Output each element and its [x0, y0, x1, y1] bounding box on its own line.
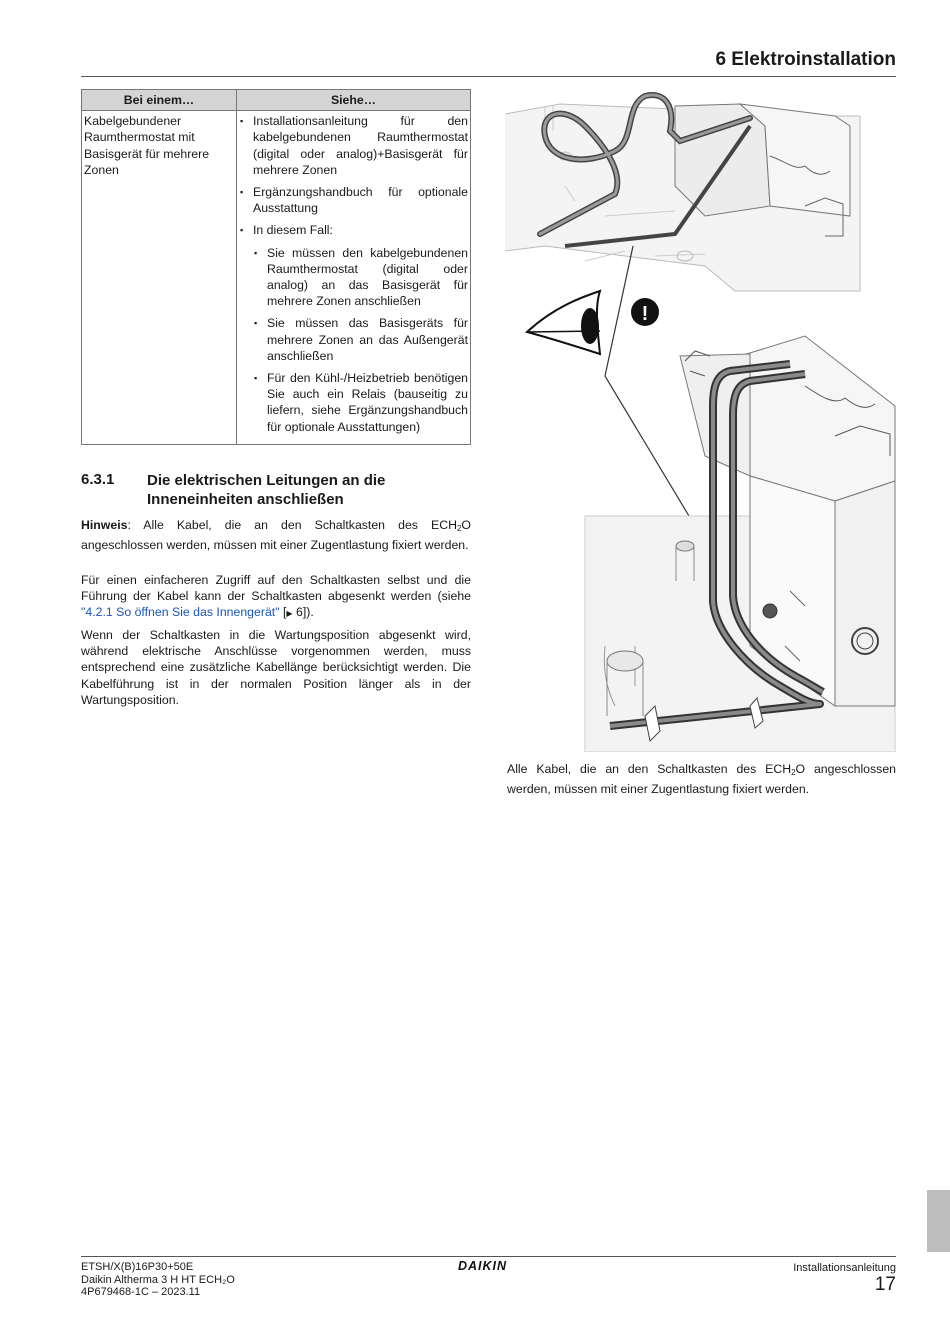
caption-text-end: O angeschlossen werden, müssen mit einer Zugentlastung fixiert werden.: [507, 762, 896, 797]
note-paragraph: [81, 517, 471, 553]
sub-list: [253, 245, 468, 435]
paragraph-text: Für einen einfacheren Zugriff auf den Schaltkasten selbst und die Führung der Kabel kann der Schaltkasten abgesenkt werden (siehe: [81, 573, 471, 604]
footer-doc-type: Installationsanleitung: [793, 1262, 896, 1274]
footer-product-info: [81, 1261, 235, 1299]
reference-list: [239, 113, 468, 435]
list-item: ▪ Für den Kühl-/Heizbetrieb benötigen Sie auch ein Relais (bauseitig zu liefern, siehe Ergänzungshandbuch für optionale Ausstattungen): [253, 370, 468, 435]
list-item: [239, 222, 468, 434]
footer-model: ETSH/X(B)16P30+50E: [81, 1261, 194, 1273]
list-item: ▪ Installationsanleitung für den kabelgebundenen Raumthermostat (digital oder analog)+Basisgerät für mehrere Zonen: [239, 113, 468, 178]
page-ref-page: 6]).: [292, 605, 314, 620]
table-cell-case: Kabelgebundener Raumthermostat mit Basisgerät für mehrere Zonen: [82, 111, 237, 445]
caption-text: Alle Kabel, die an den Schaltkasten des ECH: [507, 762, 792, 776]
cable-routing-illustration: [505, 86, 897, 752]
subscript: 2: [456, 524, 462, 533]
note-text: : Alle Kabel, die an den Schaltkasten des ECH: [127, 518, 457, 532]
warning-icon-mark: !: [641, 303, 649, 325]
list-item: ▪ Ergänzungshandbuch für optionale Ausstattung: [239, 184, 468, 216]
figure-caption: [507, 761, 896, 797]
table-header-see: Siehe…: [237, 90, 471, 111]
footer-product: Daikin Altherma 3 H HT ECH₂O: [81, 1273, 235, 1286]
page-ref-arrow-icon: ▶: [286, 609, 293, 619]
footer-doc-code: 4P679468-1C – 2023.11: [81, 1286, 201, 1298]
chapter-title: 6 Elektroinstallation: [715, 49, 896, 70]
maintenance-paragraph: Wenn der Schaltkasten in die Wartungsposition abgesenkt wird, während elektrische Anschlüsse vorgenommen werden, muss entsprechend eine zusätzliche Kabellänge berücksichtigt werden. Die Kabelführung ist in der normalen Position länger als in der Wartungsposition.: [81, 628, 471, 707]
table-cell-refs: [237, 111, 471, 445]
brand-logo: DAIKIN: [458, 1259, 508, 1273]
list-item: ▪ Sie müssen das Basisgeräts für mehrere Zonen an das Außengerät anschließen: [253, 315, 468, 364]
table-header-case: Bei einem…: [82, 90, 237, 111]
page-number: 17: [874, 1274, 896, 1295]
page-ref-open: [: [279, 605, 287, 620]
note-label: Hinweis: [81, 518, 128, 532]
subscript: 2: [791, 768, 796, 777]
reference-table: [81, 89, 471, 445]
access-paragraph: [81, 572, 471, 623]
table-row: [82, 111, 471, 445]
section-title: Die elektrischen Leitungen an die Inneneinheiten anschließen: [147, 472, 386, 508]
cross-reference-link[interactable]: "4.2.1 So öffnen Sie das Innengerät": [81, 605, 280, 620]
list-item: ▪ Sie müssen den kabelgebundenen Raumthermostat (digital oder analog) an das Basisgerät für mehrere Zonen anschließen: [253, 245, 468, 310]
section-number: 6.3.1: [81, 471, 115, 488]
side-tab: [927, 1190, 950, 1252]
list-item-label: In diesem Fall:: [253, 223, 333, 238]
footer-rule: [81, 1256, 896, 1257]
header-rule: [81, 76, 896, 77]
note-text-end: O angeschlossen werden, müssen mit einer Zugentlastung fixiert werden.: [81, 518, 471, 553]
